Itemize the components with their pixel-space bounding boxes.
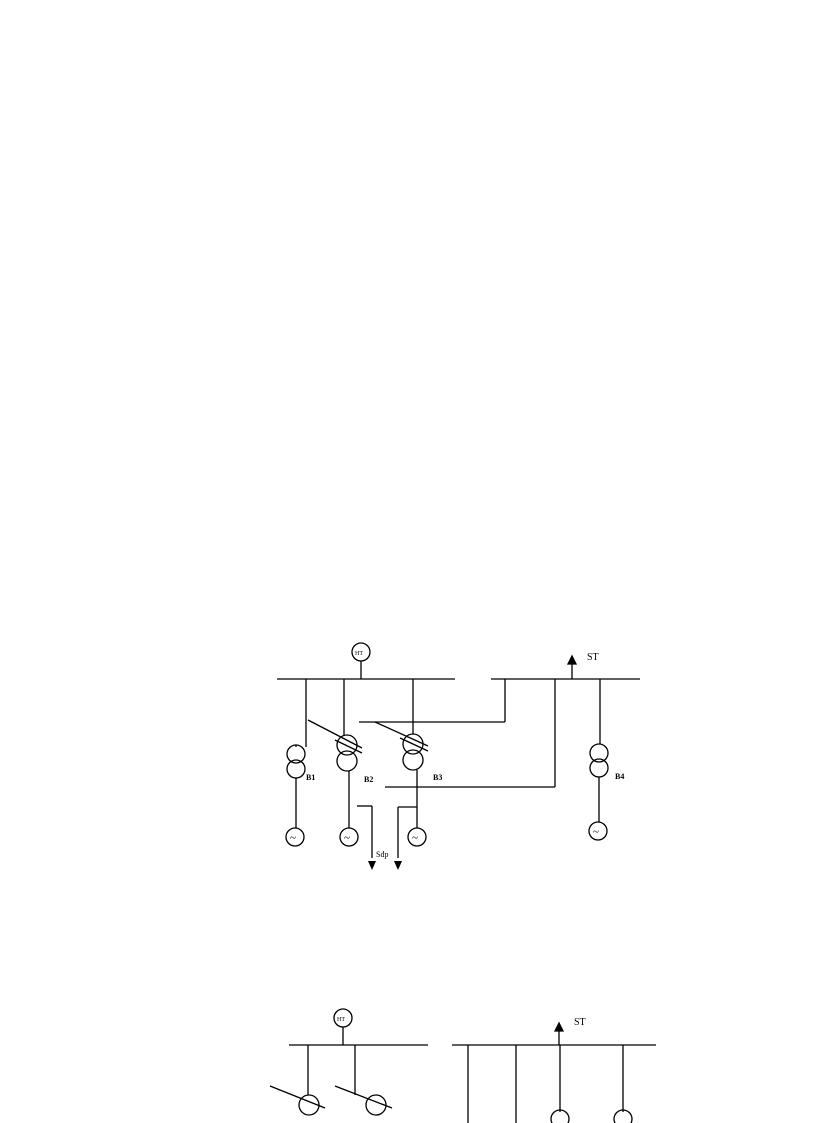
- autotransformer-b2-winding-1: [337, 735, 357, 755]
- svg-text:~: ~: [412, 832, 418, 844]
- st-label: ST: [587, 652, 599, 663]
- b2-label: B2: [364, 775, 374, 784]
- single-line-diagram-1: [0, 630, 816, 880]
- svg-text:~: ~: [290, 832, 296, 844]
- autotransformer-b3-winding-2: [403, 750, 423, 770]
- ht-label-2: HT: [337, 1017, 345, 1023]
- ht-label: HT: [355, 651, 363, 657]
- svg-text:~: ~: [344, 832, 350, 844]
- st-label-2: ST: [574, 1017, 586, 1028]
- single-line-diagram-2: [0, 1000, 816, 1123]
- b1-label: B1: [306, 773, 316, 782]
- autotransformer-b2-winding-2: [337, 751, 357, 771]
- svg-text:~: ~: [593, 826, 599, 838]
- b4-label: B4: [615, 772, 625, 781]
- b3-label: B3: [433, 773, 443, 782]
- sdp-label: Sđp: [376, 850, 389, 859]
